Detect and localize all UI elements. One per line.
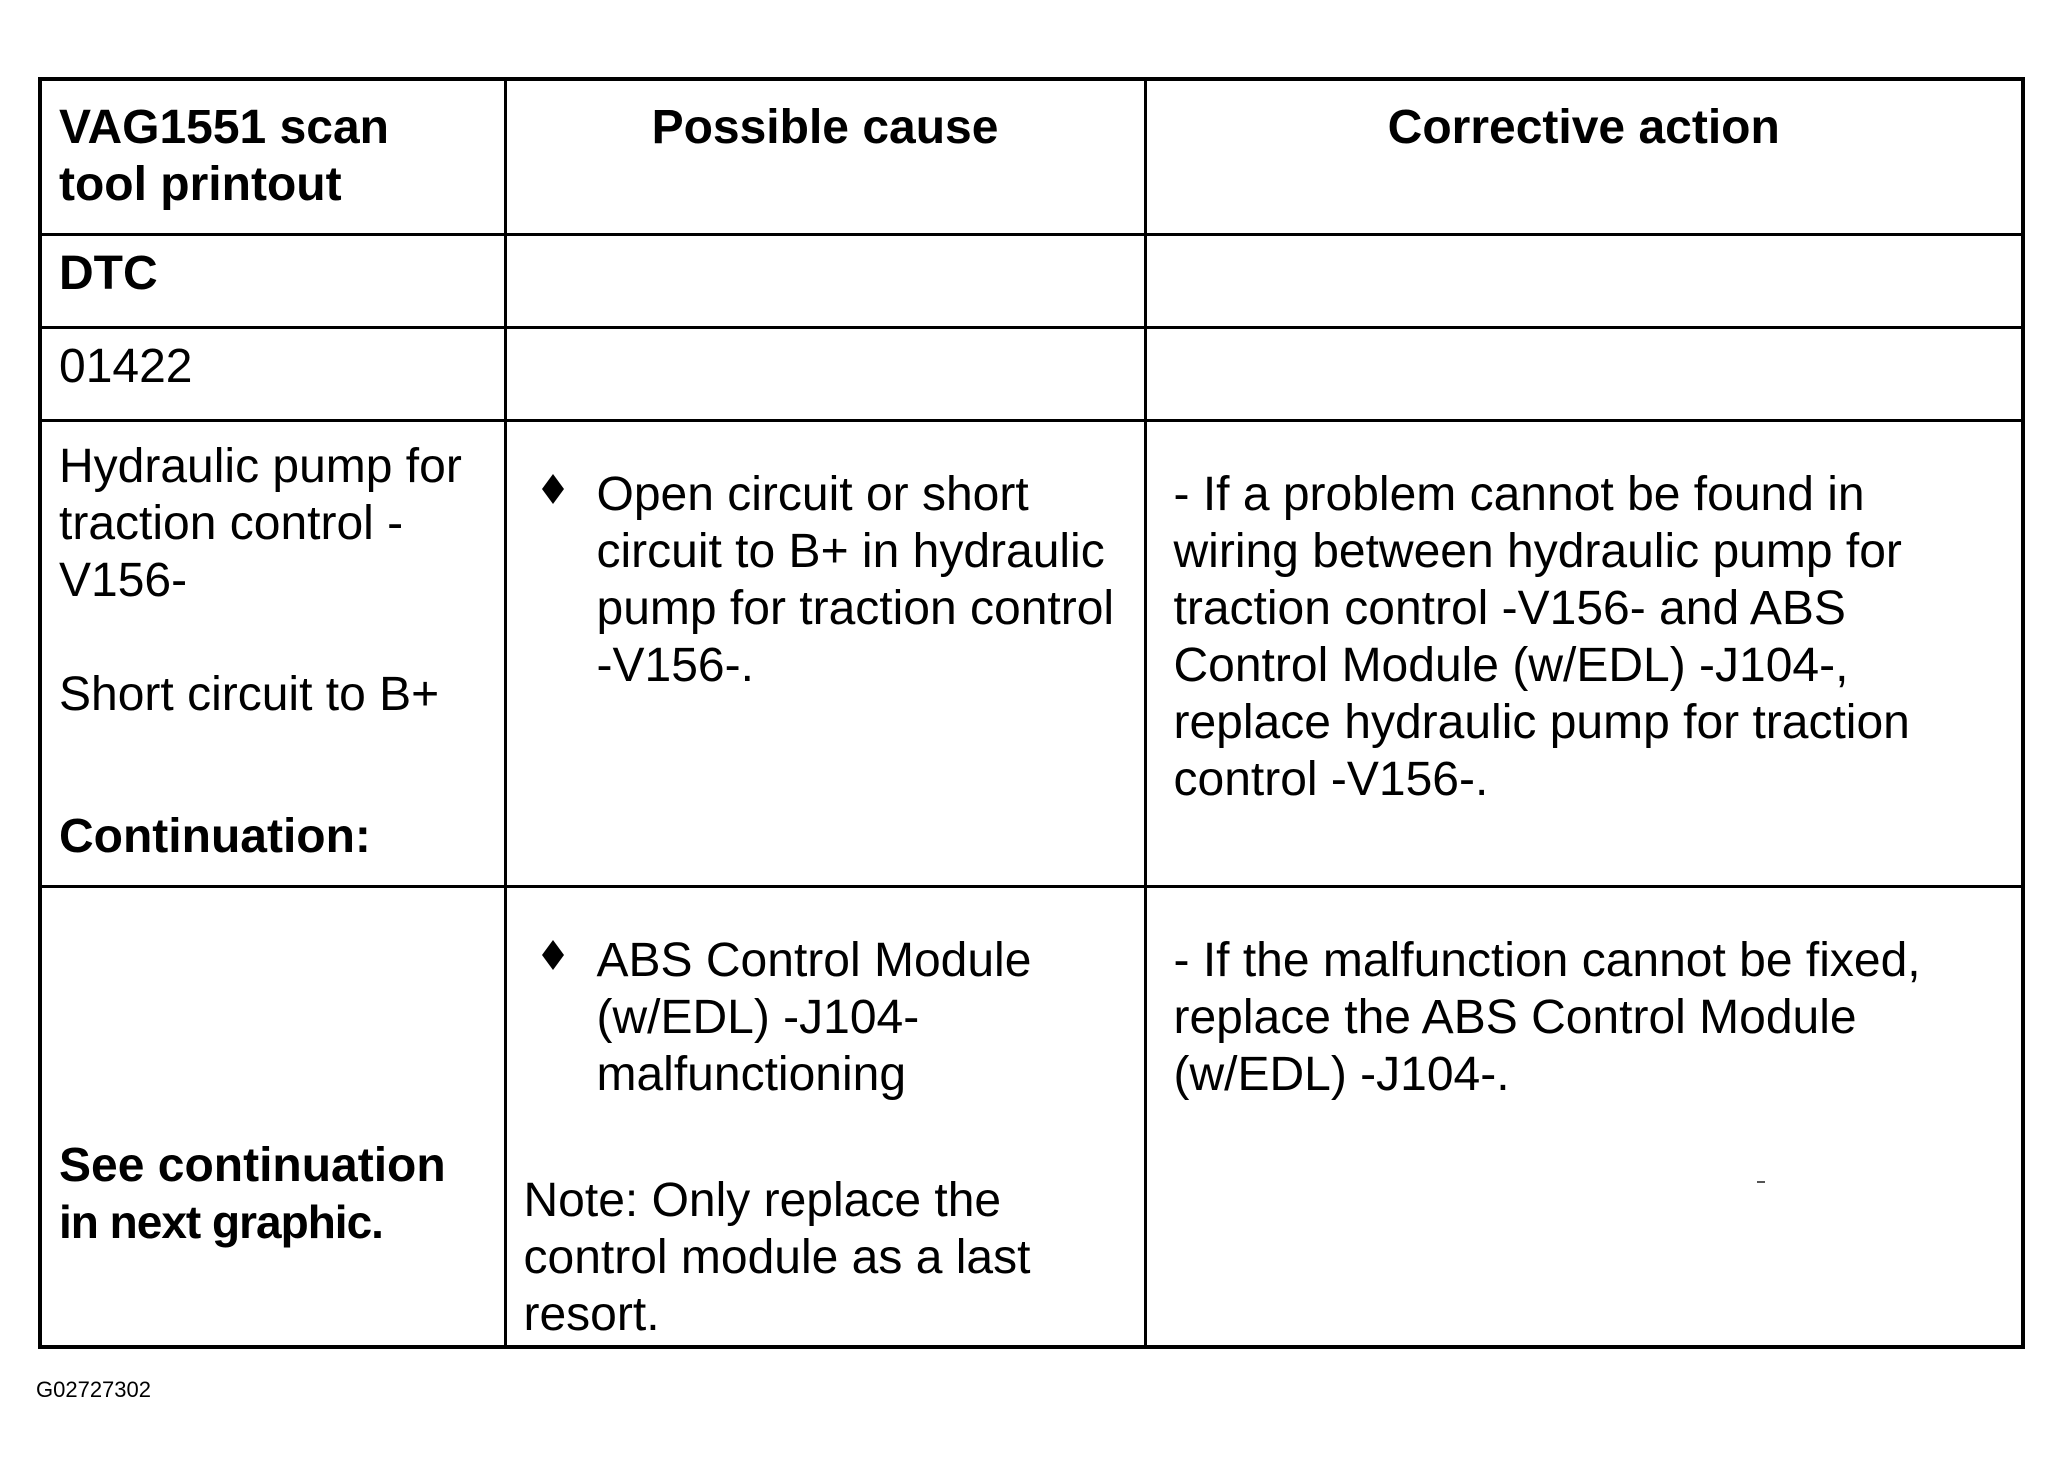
header-col2-text: Possible cause bbox=[651, 101, 999, 154]
cause-cell bbox=[505, 420, 1145, 886]
component-cell bbox=[40, 420, 505, 886]
see-continuation-note bbox=[59, 1137, 446, 1251]
text-line: control module as a last bbox=[523, 1230, 1031, 1284]
cause-bullet-item bbox=[507, 932, 1144, 1103]
text-line: replace the ABS Control Module bbox=[1173, 990, 1857, 1044]
text-line: Hydraulic pump for bbox=[59, 439, 462, 493]
empty-cell bbox=[1145, 234, 2023, 327]
text-line: pump for traction control bbox=[596, 581, 1115, 635]
text-line: traction control - bbox=[59, 496, 404, 550]
dtc-label-row bbox=[40, 234, 2023, 327]
dtc-label: DTC bbox=[59, 246, 158, 300]
text-line: V156- bbox=[59, 553, 188, 607]
diamond-bullet-icon bbox=[540, 940, 566, 970]
fault-description: Short circuit to B+ bbox=[59, 667, 440, 721]
diamond-bullet-icon bbox=[540, 474, 566, 504]
text-line: (w/EDL) -J104-. bbox=[1173, 1047, 1510, 1101]
empty-cell bbox=[1145, 327, 2023, 420]
text-line: malfunctioning bbox=[596, 1047, 907, 1101]
text-line: Control Module (w/EDL) -J104-, bbox=[1173, 638, 1849, 692]
text-line: Open circuit or short bbox=[596, 467, 1029, 521]
empty-cell bbox=[505, 327, 1145, 420]
dtc-code-cell bbox=[40, 327, 505, 420]
action-cell bbox=[1145, 886, 2023, 1347]
table-row bbox=[40, 886, 2023, 1347]
diagnostic-table bbox=[38, 77, 2025, 1349]
text-line: wiring between hydraulic pump for bbox=[1173, 524, 1902, 578]
text-line: ABS Control Module bbox=[596, 933, 1032, 987]
empty-cell bbox=[505, 234, 1145, 327]
text-line: resort. bbox=[523, 1287, 660, 1341]
stray-mark bbox=[1757, 1181, 1765, 1183]
component-name bbox=[59, 438, 504, 609]
continuation-label: Continuation: bbox=[59, 809, 371, 863]
text-line: traction control -V156- and ABS bbox=[1173, 581, 1846, 635]
text-line: - If the malfunction cannot be fixed, bbox=[1173, 933, 1921, 987]
cause-note bbox=[507, 1172, 1144, 1343]
header-col1-text: VAG1551 scan tool printout bbox=[59, 101, 389, 211]
text-line: -V156-. bbox=[596, 638, 754, 692]
dtc-code: 01422 bbox=[59, 339, 193, 393]
text-line: See continuation bbox=[59, 1138, 446, 1192]
header-corrective-action bbox=[1145, 79, 2023, 234]
cause-bullet-item bbox=[507, 466, 1144, 694]
header-possible-cause bbox=[505, 79, 1145, 234]
header-scan-tool-printout bbox=[40, 79, 505, 234]
text-line: Note: Only replace the bbox=[523, 1173, 1002, 1227]
table-row bbox=[40, 420, 2023, 886]
dtc-code-row bbox=[40, 327, 2023, 420]
header-col3-text: Corrective action bbox=[1387, 101, 1780, 154]
text-line: circuit to B+ in hydraulic bbox=[596, 524, 1105, 578]
header-row bbox=[40, 79, 2023, 234]
cause-cell bbox=[505, 886, 1145, 1347]
text-line: (w/EDL) -J104- bbox=[596, 990, 920, 1044]
text-line: in next graphic. bbox=[59, 1195, 383, 1248]
action-cell bbox=[1145, 420, 2023, 886]
continuation-cell bbox=[40, 886, 505, 1347]
dtc-label-cell bbox=[40, 234, 505, 327]
graphic-id: G02727302 bbox=[36, 1377, 151, 1402]
text-line: replace hydraulic pump for traction bbox=[1173, 695, 1910, 749]
text-line: control -V156-. bbox=[1173, 752, 1489, 806]
text-line: - If a problem cannot be found in bbox=[1173, 467, 1865, 521]
